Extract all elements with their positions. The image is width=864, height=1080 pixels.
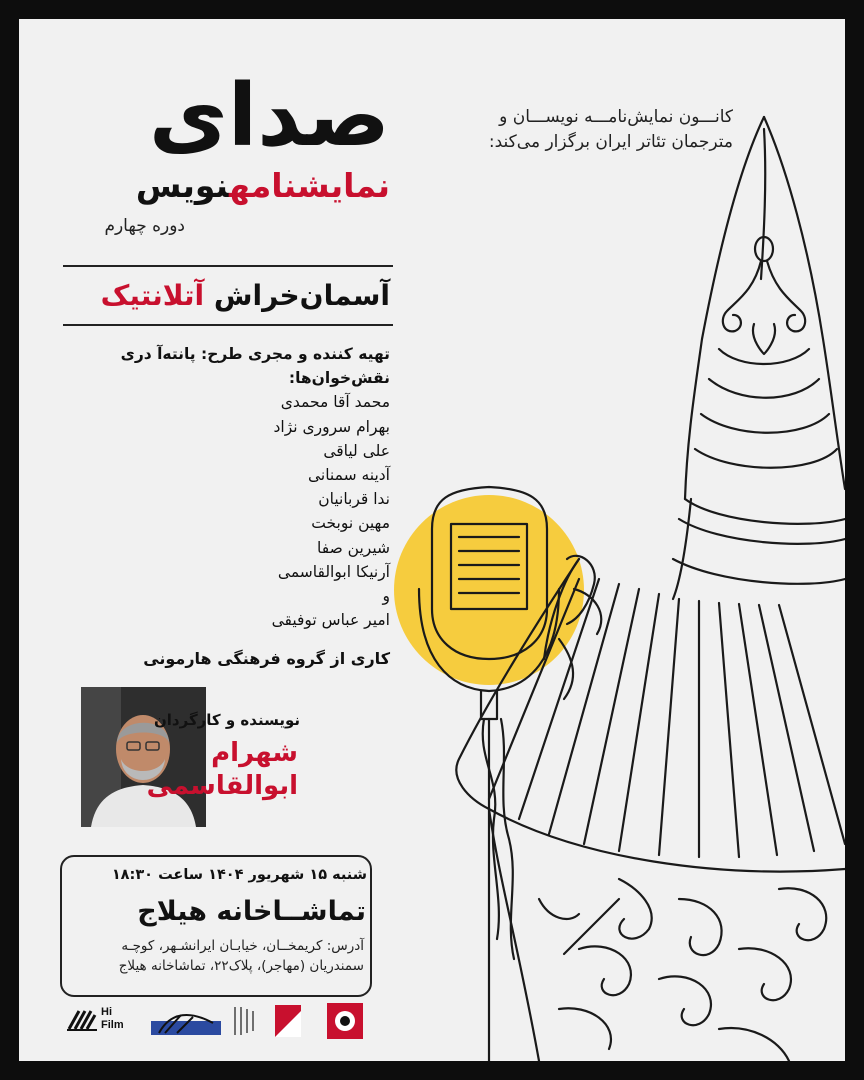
credits [50,342,390,632]
pen-nib-icon [685,117,845,499]
edition-label: دوره چهارم [104,216,185,236]
festival-subtitle [135,166,390,205]
sponsor-stripes-logo [67,1009,97,1031]
association-logo [229,1003,265,1039]
reader: علی لیاقی [323,441,390,460]
festival-title: صدای [148,66,390,166]
reader: ندا قربانیان [318,490,390,509]
theatre-house-logo [151,1011,221,1035]
subtitle-black: نویس [135,166,230,205]
sponsor-logos [67,1001,367,1041]
hifilm-logo: Hi Film [101,1006,124,1031]
divider-top [63,265,393,267]
group-credit: کاری از گروه فرهنگی هارمونی [143,649,390,668]
play-title [100,279,390,312]
reader: امیر عباس توفیقی [271,611,390,630]
director-label: نویسنده و کارگردان [153,711,300,729]
venue-name: تماشــاخانه هیلاج [137,896,366,927]
address-line-1: آدرس: کریمخــان، خیابـان ایرانشـهر، کوچـه [121,938,364,954]
producer: تهیه کننده و مجری طرح: پانته‌آ دری [120,345,390,363]
iran-playwrights-logo [323,1001,367,1041]
reader-conjunction: و [382,587,390,606]
subtitle-red: نمایشنامه [229,166,390,205]
play-title-black: آسمان‌خراش [213,279,390,312]
reader: آرنیکا ابوالقاسمی [277,562,390,581]
reader: محمد آقا محمدی [280,393,390,412]
reader: بهرام سروری نژاد [273,417,390,436]
director-name [147,737,298,802]
pen-band [673,499,845,599]
address-line-2: سمندریان (مهاجر)، پلاک۲۲، تماشاخانه هیلاج [118,958,364,974]
reader: شیرین صفا [317,538,390,557]
play-title-red: آتلانتیک [100,279,205,312]
organizer-text [403,105,733,154]
divider-bottom [63,324,393,326]
poster [19,19,845,1061]
director-first-name: شهرام [211,738,298,768]
organizer-line-1: کانـــون نمایش‌نامـــه نویســـان و [499,107,733,127]
event-datetime: شنبه ۱۵ شهریور ۱۴۰۴ ساعت ۱۸:۳۰ [111,867,367,883]
director-last-name: ابوالقاسمی [146,770,298,801]
reader: آدینه سمنانی [307,466,390,485]
reader: مهین نوبخت [311,514,390,533]
readers-heading: نقش‌خوان‌ها: [288,369,390,388]
venue-address [64,936,364,976]
red-white-logo [273,1003,303,1039]
organizer-line-2: مترجمان تئاتر ایران برگزار می‌کند: [488,131,733,152]
